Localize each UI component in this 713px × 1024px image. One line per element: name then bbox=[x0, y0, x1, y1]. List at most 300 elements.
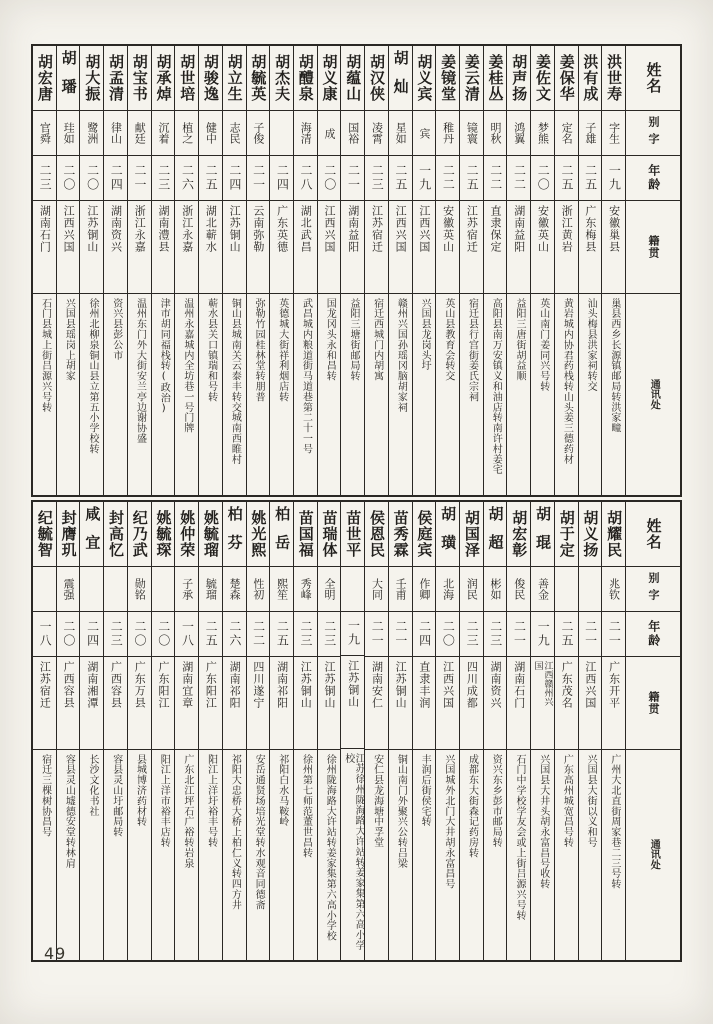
entry-courtesy-name bbox=[270, 566, 293, 611]
entry-name-text: 封高忆 bbox=[107, 510, 126, 558]
header-address-label: 通讯处 bbox=[648, 839, 660, 871]
entry-name bbox=[175, 502, 198, 566]
entry-age bbox=[484, 155, 507, 200]
entry-address bbox=[365, 749, 388, 960]
entry-age-text: 二四 bbox=[275, 164, 290, 192]
entry-courtesy-name bbox=[484, 110, 507, 155]
entry-age-text: 二四 bbox=[109, 164, 124, 192]
entry-name-text: 胡国泽 bbox=[462, 510, 481, 558]
entry-age bbox=[341, 611, 364, 656]
entry-native-place bbox=[104, 200, 127, 293]
entry-address-text: 兴国县龙岗头圩 bbox=[419, 298, 431, 371]
entry-name bbox=[247, 46, 270, 110]
entry-address bbox=[175, 749, 198, 960]
entry-native-place bbox=[318, 200, 341, 293]
entry-native-place bbox=[413, 656, 436, 749]
entry-courtesy-name bbox=[389, 110, 412, 155]
entry-courtesy-text: 成 bbox=[323, 127, 337, 139]
entry-name-text: 侯恩民 bbox=[367, 510, 386, 558]
entry-name bbox=[436, 502, 459, 566]
entry-native-place bbox=[80, 200, 103, 293]
entry-age bbox=[294, 611, 317, 656]
entry-native-place-text: 江苏铜山 bbox=[85, 205, 99, 253]
entry-address-text: 兴国县大井头胡永富昌号收转 bbox=[537, 754, 549, 890]
directory-entry-column bbox=[33, 46, 57, 495]
entry-courtesy-text: 善金 bbox=[536, 578, 550, 600]
entry-address-text: 广州大北直街周家巷二三号转 bbox=[608, 754, 620, 890]
entry-native-place bbox=[199, 200, 222, 293]
entry-courtesy-name bbox=[33, 566, 56, 611]
entry-native-place bbox=[602, 200, 625, 293]
entry-native-place bbox=[57, 200, 80, 293]
entry-courtesy-name bbox=[484, 566, 507, 611]
directory-entry-column bbox=[270, 502, 294, 960]
entry-native-place bbox=[33, 200, 56, 293]
entry-native-place bbox=[294, 656, 317, 749]
entry-name-text: 胡蕴山 bbox=[344, 54, 363, 102]
entry-native-place bbox=[270, 656, 293, 749]
entry-native-place bbox=[579, 656, 602, 749]
directory-entry-column bbox=[460, 46, 484, 495]
entry-address bbox=[531, 293, 554, 495]
entry-age bbox=[531, 155, 554, 200]
entry-native-place bbox=[365, 200, 388, 293]
entry-age-text: 二五 bbox=[204, 164, 219, 192]
entry-courtesy-name bbox=[199, 566, 222, 611]
entry-address bbox=[555, 749, 578, 960]
entry-address bbox=[341, 293, 364, 495]
entry-name-text: 苗秀霖 bbox=[391, 510, 410, 558]
entry-age-text: 二三 bbox=[299, 620, 314, 648]
entry-courtesy-name bbox=[365, 110, 388, 155]
entry-courtesy-name bbox=[223, 110, 246, 155]
directory-entry-column bbox=[247, 502, 271, 960]
entry-name bbox=[413, 502, 436, 566]
entry-address-text: 巢县西乡长源镇邮局转洪家疃 bbox=[608, 298, 620, 434]
entry-address bbox=[104, 749, 127, 960]
entry-name-text: 胡于定 bbox=[557, 510, 576, 558]
entry-address bbox=[199, 293, 222, 495]
entry-name-text: 胡立生 bbox=[225, 54, 244, 102]
entry-native-place-text: 广东梅县 bbox=[583, 205, 597, 253]
entry-native-place-text: 广西容县 bbox=[109, 661, 123, 709]
entry-native-place-text: 湖南祁阳 bbox=[275, 661, 289, 709]
entry-address-text: 兴国县瑶岗上胡家 bbox=[63, 298, 75, 382]
entry-native-place-text: 浙江永嘉 bbox=[180, 205, 194, 253]
entry-native-place-text: 广东开平 bbox=[607, 661, 621, 709]
entry-native-place-text: 安徽英山 bbox=[536, 205, 550, 253]
entry-courtesy-name bbox=[270, 110, 293, 155]
entry-native-place-text: 江苏铜山 bbox=[228, 205, 242, 253]
header-courtesy-cell bbox=[626, 110, 680, 155]
entry-native-place bbox=[602, 656, 625, 749]
header-name-cell bbox=[626, 502, 680, 566]
entry-name-text: 苗世平 bbox=[344, 509, 363, 558]
header-age-cell bbox=[626, 155, 680, 200]
entry-address bbox=[484, 293, 507, 495]
entry-native-place bbox=[152, 200, 175, 293]
entry-address bbox=[318, 293, 341, 495]
entry-address bbox=[128, 293, 151, 495]
roster-table-bottom bbox=[31, 500, 682, 962]
entry-name bbox=[223, 502, 246, 566]
entry-courtesy-text: 健中 bbox=[204, 122, 218, 144]
entry-age-text: 二一 bbox=[393, 620, 408, 648]
entry-native-place-text: 江西兴国 bbox=[583, 661, 597, 709]
entry-name-text: 胡宝书 bbox=[130, 54, 149, 102]
entry-address bbox=[507, 293, 530, 495]
entry-address-text: 宿迁县行宫街姜氏宗祠 bbox=[466, 298, 478, 402]
entry-courtesy-text: 志民 bbox=[228, 122, 242, 144]
entry-name-text: 胡超 bbox=[486, 505, 505, 563]
directory-entry-column bbox=[602, 46, 626, 495]
entry-age bbox=[104, 611, 127, 656]
entry-address bbox=[365, 293, 388, 495]
entry-native-place bbox=[57, 656, 80, 749]
entry-age bbox=[80, 155, 103, 200]
entry-courtesy-name bbox=[318, 110, 341, 155]
entry-name-text: 纪乃武 bbox=[130, 510, 149, 558]
entry-name bbox=[80, 502, 103, 566]
entry-age bbox=[33, 611, 56, 656]
entry-native-place-text: 江西兴国 bbox=[323, 205, 337, 253]
entry-address bbox=[33, 293, 56, 495]
entry-native-place-text: 湖南安仁 bbox=[370, 661, 384, 709]
entry-native-place bbox=[436, 200, 459, 293]
entry-address bbox=[460, 749, 483, 960]
entry-address-text: 徐州北柳泉铜山县立第五小学校转 bbox=[87, 298, 99, 454]
entry-courtesy-text: 沉着 bbox=[156, 122, 170, 144]
entry-courtesy-text: 星如 bbox=[394, 122, 408, 144]
entry-name bbox=[531, 502, 554, 566]
entry-address bbox=[175, 293, 198, 495]
directory-entry-column bbox=[531, 46, 555, 495]
entry-courtesy-name bbox=[436, 110, 459, 155]
directory-entry-column bbox=[152, 46, 176, 495]
entry-name-text: 胡宏唐 bbox=[35, 54, 54, 102]
entry-name-text: 姚毓琛 bbox=[154, 510, 173, 558]
entry-courtesy-text: 宾 bbox=[417, 127, 431, 139]
entry-name bbox=[152, 502, 175, 566]
entry-address bbox=[318, 749, 341, 960]
entry-courtesy-text: 楚森 bbox=[228, 578, 242, 600]
entry-native-place bbox=[128, 200, 151, 293]
entry-native-place-text: 直隶丰润 bbox=[417, 661, 431, 709]
entry-native-place-text: 安徽巢县 bbox=[607, 205, 621, 253]
entry-age bbox=[602, 611, 625, 656]
entry-courtesy-name bbox=[341, 566, 364, 611]
entry-address-text: 安仁县龙海塘中孚堂 bbox=[371, 754, 383, 848]
entry-address bbox=[294, 293, 317, 495]
directory-entry-column bbox=[602, 502, 626, 960]
entry-name bbox=[555, 46, 578, 110]
entry-age-text: 二一 bbox=[607, 620, 622, 648]
entry-name bbox=[318, 46, 341, 110]
entry-address-text: 黄岩城内协君药栈转山头姜三德药材 bbox=[561, 298, 573, 465]
header-age-label: 年龄 bbox=[646, 620, 661, 648]
entry-age-text: 二三 bbox=[465, 620, 480, 648]
entry-age-text: 二五 bbox=[559, 620, 574, 648]
entry-native-place-text: 广东阳江 bbox=[156, 661, 170, 709]
header-origin-cell bbox=[626, 656, 680, 749]
entry-age-text: 二三 bbox=[322, 620, 337, 648]
entry-age bbox=[389, 611, 412, 656]
entry-address-text: 铜山县城南关云泰丰转交城南西睢村 bbox=[229, 298, 241, 465]
entry-age bbox=[175, 611, 198, 656]
entry-address-text: 汕头梅县洪家祠转交 bbox=[585, 298, 597, 392]
entry-native-place-text: 江苏铜山 bbox=[323, 661, 337, 709]
entry-native-place bbox=[555, 200, 578, 293]
entry-name-text: 胡大振 bbox=[83, 54, 102, 102]
directory-entry-column bbox=[413, 502, 437, 960]
entry-native-place-text: 四川成都 bbox=[465, 661, 479, 709]
entry-age bbox=[223, 155, 246, 200]
entry-age bbox=[294, 155, 317, 200]
entry-name-text: 胡耀民 bbox=[605, 510, 624, 558]
entry-address bbox=[247, 749, 270, 960]
entry-address-text: 容县灵山墟德安堂转林肩 bbox=[63, 754, 75, 869]
entry-address-text: 徐州第七师范董世昌转 bbox=[300, 754, 312, 858]
entry-native-place-text: 直隶保定 bbox=[489, 205, 503, 253]
entry-address bbox=[80, 293, 103, 495]
entry-native-place-text: 江西兴国 bbox=[62, 205, 76, 253]
entry-address-text: 高阳县南万安镇义和油店转南许村姜宅 bbox=[490, 298, 502, 475]
entry-age-text: 一八 bbox=[180, 620, 195, 648]
entry-address bbox=[507, 749, 530, 960]
entry-courtesy-name bbox=[128, 566, 151, 611]
entry-age-text: 二二 bbox=[512, 164, 527, 192]
entry-native-place bbox=[318, 656, 341, 749]
entry-courtesy-text: 俊民 bbox=[512, 578, 526, 600]
entry-age bbox=[341, 155, 364, 200]
entry-age-text: 二〇 bbox=[441, 620, 456, 648]
entry-native-place-text: 安徽英山 bbox=[441, 205, 455, 253]
entry-age bbox=[365, 611, 388, 656]
header-address-cell bbox=[626, 293, 680, 495]
entry-native-place bbox=[175, 656, 198, 749]
entry-native-place-text: 湖南益阳 bbox=[512, 205, 526, 253]
entry-address bbox=[389, 293, 412, 495]
entry-address bbox=[436, 749, 459, 960]
entry-address-text: 县城博济药材转 bbox=[134, 754, 146, 827]
entry-native-place-text: 广东茂名 bbox=[560, 661, 574, 709]
entry-address bbox=[57, 749, 80, 960]
entry-native-place-text: 广东万县 bbox=[133, 661, 147, 709]
entry-courtesy-name bbox=[460, 566, 483, 611]
entry-age-text: 二五 bbox=[275, 620, 290, 648]
entry-courtesy-name bbox=[531, 110, 554, 155]
entry-courtesy-text: 鹭洲 bbox=[85, 122, 99, 144]
entry-native-place bbox=[507, 656, 530, 749]
entry-name-text: 胡承焯 bbox=[154, 54, 173, 102]
entry-native-place-text: 江西赣州兴国 bbox=[532, 661, 553, 706]
roster-table-top-grid bbox=[31, 44, 682, 497]
entry-courtesy-name bbox=[436, 566, 459, 611]
directory-entry-column bbox=[80, 46, 104, 495]
entry-address bbox=[460, 293, 483, 495]
entry-age bbox=[318, 155, 341, 200]
directory-entry-column bbox=[128, 502, 152, 960]
directory-entry-column bbox=[389, 46, 413, 495]
entry-courtesy-text: 镜寰 bbox=[465, 122, 479, 144]
entry-address bbox=[270, 293, 293, 495]
entry-name-text: 胡声扬 bbox=[510, 54, 529, 102]
entry-age bbox=[270, 611, 293, 656]
entry-native-place bbox=[531, 200, 554, 293]
entry-age bbox=[436, 611, 459, 656]
entry-name bbox=[507, 46, 530, 110]
entry-age-text: 二六 bbox=[180, 164, 195, 192]
entry-address-text: 温州永嘉城内全坊巷一号门牌 bbox=[181, 298, 193, 434]
entry-age-text: 二一 bbox=[512, 620, 527, 648]
directory-entry-column bbox=[484, 46, 508, 495]
entry-name bbox=[294, 502, 317, 566]
entry-age-text: 二四 bbox=[227, 164, 242, 192]
entry-native-place bbox=[531, 656, 554, 749]
directory-entry-column bbox=[199, 46, 223, 495]
entry-name-text: 胡孟清 bbox=[107, 54, 126, 102]
entry-age bbox=[413, 611, 436, 656]
entry-age-text: 二一 bbox=[251, 164, 266, 192]
entry-age-text: 二五 bbox=[559, 164, 574, 192]
entry-courtesy-name bbox=[57, 566, 80, 611]
entry-name bbox=[318, 502, 341, 566]
entry-name-text: 姜桂丛 bbox=[486, 54, 505, 102]
entry-name bbox=[270, 502, 293, 566]
directory-entry-column bbox=[223, 46, 247, 495]
entry-courtesy-text: 子承 bbox=[180, 578, 194, 600]
entry-name-text: 胡璠 bbox=[59, 49, 78, 107]
entry-address-text: 宿迁三棵树协昌号 bbox=[39, 754, 51, 838]
entry-age-text: 二一 bbox=[346, 164, 361, 192]
directory-entry-column bbox=[555, 502, 579, 960]
entry-address bbox=[199, 749, 222, 960]
entry-native-place-text: 广东阳江 bbox=[204, 661, 218, 709]
entry-native-place-text: 湖南湘潭 bbox=[85, 661, 99, 709]
entry-age-text: 二三 bbox=[488, 620, 503, 648]
entry-native-place-text: 云南弥勒 bbox=[251, 205, 265, 253]
entry-age bbox=[128, 155, 151, 200]
entry-age bbox=[507, 155, 530, 200]
directory-entry-column bbox=[341, 502, 365, 960]
entry-native-place bbox=[389, 656, 412, 749]
entry-courtesy-name bbox=[602, 110, 625, 155]
entry-native-place-text: 江苏铜山 bbox=[394, 661, 408, 709]
entry-courtesy-name bbox=[152, 110, 175, 155]
entry-address-text: 徐州陇海路大许站转姜家集第六高小学校 bbox=[324, 754, 336, 942]
entry-name-text: 姚光熙 bbox=[249, 510, 268, 558]
entry-age-text: 一九 bbox=[346, 619, 361, 648]
entry-address bbox=[223, 293, 246, 495]
entry-address bbox=[531, 749, 554, 960]
entry-courtesy-name bbox=[507, 110, 530, 155]
entry-name bbox=[33, 502, 56, 566]
entry-courtesy-text: 全明 bbox=[323, 578, 337, 600]
entry-courtesy-name bbox=[413, 110, 436, 155]
entry-age-text: 二五 bbox=[204, 620, 219, 648]
entry-age-text: 一八 bbox=[38, 620, 53, 648]
entry-courtesy-name bbox=[294, 110, 317, 155]
entry-name bbox=[199, 46, 222, 110]
entry-name bbox=[128, 46, 151, 110]
entry-address-text: 宿迁西城门内胡寓 bbox=[371, 298, 383, 382]
entry-name-text: 苗国福 bbox=[296, 510, 315, 558]
entry-address bbox=[413, 293, 436, 495]
entry-courtesy-name bbox=[531, 566, 554, 611]
entry-native-place bbox=[175, 200, 198, 293]
entry-age bbox=[460, 155, 483, 200]
entry-address bbox=[57, 293, 80, 495]
entry-address-text: 容县灵山圩邮局转 bbox=[110, 754, 122, 838]
entry-name-text: 柏岳 bbox=[273, 505, 292, 563]
entry-native-place bbox=[247, 200, 270, 293]
directory-entry-column bbox=[507, 502, 531, 960]
entry-address bbox=[294, 749, 317, 960]
entry-address bbox=[602, 749, 625, 960]
entry-age bbox=[555, 611, 578, 656]
entry-native-place-text: 广东英德 bbox=[275, 205, 289, 253]
entry-name-text: 胡灿 bbox=[391, 49, 410, 107]
entry-address bbox=[33, 749, 56, 960]
entry-name-text: 姜保华 bbox=[557, 54, 576, 102]
entry-native-place bbox=[33, 656, 56, 749]
entry-courtesy-text: 彬如 bbox=[489, 578, 503, 600]
entry-courtesy-name bbox=[555, 566, 578, 611]
entry-courtesy-name bbox=[33, 110, 56, 155]
entry-address-text: 祁阳白水马鞍岭 bbox=[276, 754, 288, 827]
entry-name-text: 姜佐文 bbox=[533, 54, 552, 102]
entry-age bbox=[436, 155, 459, 200]
entry-courtesy-text: 秀峰 bbox=[299, 578, 313, 600]
entry-courtesy-text: 稚丹 bbox=[441, 122, 455, 144]
entry-native-place-text: 湖南澧县 bbox=[156, 205, 170, 253]
entry-age-text: 二〇 bbox=[61, 620, 76, 648]
entry-courtesy-name bbox=[247, 110, 270, 155]
entry-courtesy-name bbox=[128, 110, 151, 155]
entry-name-text: 胡杰夫 bbox=[273, 54, 292, 102]
entry-native-place-text: 江西兴国 bbox=[394, 205, 408, 253]
entry-courtesy-text: 明秋 bbox=[489, 122, 503, 144]
entry-name bbox=[223, 46, 246, 110]
entry-name-text: 封膺玑 bbox=[59, 510, 78, 558]
entry-age bbox=[80, 611, 103, 656]
entry-name bbox=[341, 502, 364, 566]
entry-address bbox=[484, 749, 507, 960]
entry-name-text: 姜云清 bbox=[462, 54, 481, 102]
directory-entry-column bbox=[294, 502, 318, 960]
entry-age-text: 二四 bbox=[417, 620, 432, 648]
entry-address bbox=[579, 749, 602, 960]
entry-courtesy-name bbox=[318, 566, 341, 611]
header-column bbox=[626, 46, 680, 495]
entry-age bbox=[247, 155, 270, 200]
entry-address bbox=[413, 749, 436, 960]
entry-name bbox=[33, 46, 56, 110]
entry-name bbox=[365, 46, 388, 110]
directory-entry-column bbox=[318, 46, 342, 495]
entry-age bbox=[389, 155, 412, 200]
header-courtesy-label: 别字 bbox=[647, 115, 660, 151]
entry-age-text: 一九 bbox=[417, 164, 432, 192]
entry-native-place-text: 四川遂宁 bbox=[251, 661, 265, 709]
entry-address-text: 石门中学校学友会或上街吕源兴号转 bbox=[513, 754, 525, 921]
entry-courtesy-name bbox=[507, 566, 530, 611]
entry-native-place-text: 湖南石门 bbox=[512, 661, 526, 709]
roster-table-bottom-grid bbox=[31, 500, 682, 962]
entry-native-place bbox=[104, 656, 127, 749]
entry-age bbox=[484, 611, 507, 656]
entry-courtesy-name bbox=[175, 566, 198, 611]
